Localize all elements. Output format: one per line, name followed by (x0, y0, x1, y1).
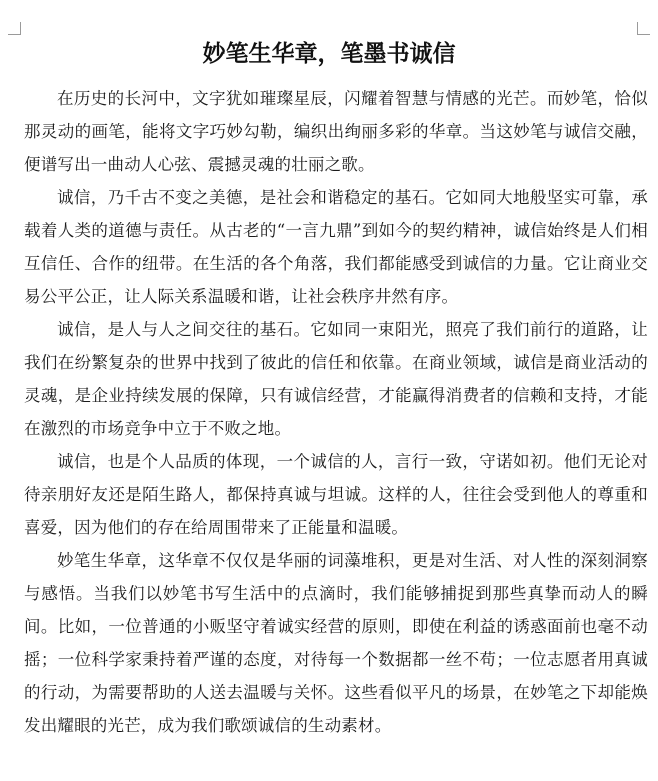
document-title: 妙笔生华章，笔墨书诚信 (202, 41, 456, 67)
paragraph: 诚信，是人与人之间交往的基石。它如同一束阳光，照亮了我们前行的道路，让我们在纷繁复杂的世界中找到了彼此的信任和依靠。在商业领域，诚信是商业活动的灵魂，是企业持续发展的保障，只有诚信经营，才能赢得消费者的信赖和支持，才能在激烈的市场竞争中立于不败之地。 (24, 320, 648, 438)
paragraph: 妙笔生华章，这华章不仅仅是华丽的词藻堆积，更是对生活、对人性的深刻洞察与感悟。当我们以妙笔书写生活中的点滴时，我们能够捕捉到那些真挚而动人的瞬间。比如，一位普通的小贩坚守着诚实经营的原则，即使在利益的诱惑面前也毫不动摇；一位科学家秉持着严谨的态度，对待每一个数据都一丝不苟；一位志愿者用真诚的行动，为需要帮助的人送去温暖与关怀。这些看似平凡的场景，在妙笔之下却能焕发出耀眼的光芒，成为我们歌颂诚信的生动素材。 (24, 551, 648, 735)
paragraph: 诚信，也是个人品质的体现，一个诚信的人，言行一致，守诺如初。他们无论对待亲朋好友还是陌生路人，都保持真诚与坦诚。这样的人，往往会受到他人的尊重和喜爱，因为他们的存在给周围带来了正能量和温暖。 (24, 452, 648, 537)
paragraph: 在历史的长河中，文字犹如璀璨星辰，闪耀着智慧与情感的光芒。而妙笔，恰似那灵动的画笔，能将文字巧妙勾勒，编织出绚丽多彩的华章。当这妙笔与诚信交融，便谱写出一曲动人心弦、震撼灵魂的壮丽之歌。 (24, 89, 648, 174)
paragraph: 诚信，乃千古不变之美德，是社会和谐稳定的基石。它如同大地般坚实可靠，承载着人类的道德与责任。从古老的“一言九鼎”到如今的契约精神，诚信始终是人们相互信任、合作的纽带。在生活的各个角落，我们都能感受到诚信的力量。它让商业交易公平公正，让人际关系温暖和谐，让社会秩序井然有序。 (24, 188, 648, 306)
document-body (24, 82, 648, 742)
